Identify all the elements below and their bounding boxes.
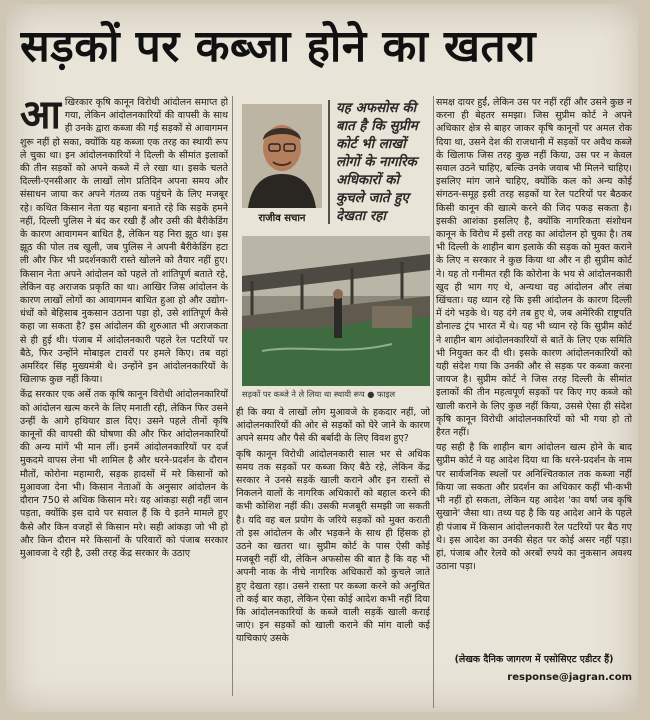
newspaper-page: [6, 4, 638, 712]
paragraph: ही कि क्या वे लाखों लोग मुआवजे के हकदार नहीं, जो आंदोलनकारियों की ओर से सड़कों को घेरे जाने के कारण अपने समय और पैसे की बर्बादी के लिए विवश हुए?: [236, 407, 430, 445]
protest-site-photo: [242, 236, 430, 386]
column-divider: [232, 96, 233, 696]
paragraph: समक्ष दायर हुईं, लेकिन उस पर नहीं रहीं और उसने कुछ न करना ही बेहतर समझा। जिस सुप्रीम कोर्ट ने अपने अधिकार क्षेत्र से बाहर जाकर कृषि कानूनों पर अमल रोक दिया था, उसने देश की राजधानी में सड़कों पर अवैध कब्जे के खिलाफ जिस तरह कुछ नहीं किया, उस पर न केवल सवाल उठने चाहिए, बल्कि उनके जवाब भी मिलने चाहिए। इसलिए मांग जाने चाहिए, क्योंकि कल को अन्य कोई संगठन-समूह इसी तरह सड़कों या रेल पटरियों पर बैठकर किसी कानून की खात्मे करने की जिद पकड़ सकता है। इसकी आशंका इसलिए है, क्योंकि नागरिकता संशोधन कानून के विरोध में इसी तरह का आंदोलन हो चुका है। तब भी दिल्ली के शाहीन बाग इलाके की सड़क को मुक्त कराने के लिए न सरकार ने कुछ किया था और न ही सुप्रीम कोर्ट ने। यह तो गनीमत रही कि कोरोना के भय से आंदोलनकारी खुद ही भाग गए थे, अन्यथा वह आंदोलन और लंबा खिंचता। यह ध्यान रहे कि इसी आंदोलन के कारण दिल्ली में दंगे भड़के थे। यह दंगे तब हुए थे, जब अमेरिकी राष्ट्रपति डोनाल्ड ट्रंप भारत में थे। यह भी ध्यान रहे कि सुप्रीम कोर्ट ने शाहीन बाग आंदोलनकारियों से बातें के लिए एक समिति भी नियुक्त कर दी थी। इसके कारण आंदोलनकारियों को यही संदेश गया कि उनकी और से सड़क पर कब्जा करना जायज है। सुप्रीम कोर्ट ने जिस तरह दिल्ली के सीमांत इलाकों की तीन महत्वपूर्ण सड़कों पर किए गए कब्जे को खाली कराने के लिए कुछ नहीं किया, उससे ऐसा ही संदेश कृषि कानून विरोधी आंदोलनकारियों को भी गया हो तो हैरत नहीं।: [436, 97, 632, 439]
lead-paragraph: [20, 96, 228, 386]
article-column-3: [436, 96, 632, 644]
article-column-2: [236, 406, 430, 696]
paragraph: कृषि कानून विरोधी आंदोलनकारी साल भर से अधिक समय तक सड़कों पर कब्जा किए बैठे रहे, लेकिन केंद्र सरकार ने उनसे सड़कें खाली कराने और इन रास्तों से निकलने वालों के नागरिक अधिकारों को बहाल करने की कभी कोशिश नहीं की। उसकी मजबूरी समझी जा सकती है। यदि वह बल प्रयोग के जरिये सड़कों को मुक्त कराती तो इस आंदोलन के और भड़कने के साथ ही हिंसक हो उठने का खतरा था। सुप्रीम कोर्ट के पास ऐसी कोई मजबूरी नहीं थी, लेकिन अफसोस की बात है कि वह भी अपनी नाक के नीचे नागरिक अधिकारों को कुचले जाते हुए देखता रहा। उसने रास्ता पर कब्जा करने को अनुचित तो कई बार कहा, लेकिन ऐसा कोई आदेश कभी नहीं दिया कि आंदोलनकारियों के कब्जे वाली सड़कें खाली कराई जाएं। इन सड़कों को खाली कराने की मांग वाली कई याचिकाएं उसके: [236, 448, 430, 645]
pull-quote: यह अफसोस की बात है कि सुप्रीम कोर्ट भी लाखों लोगों के नागरिक अधिकारों को कुचले जाते हुए देखता रहा: [328, 100, 428, 224]
response-email: response@jagran.com: [507, 672, 632, 683]
author-byline: (लेखक दैनिक जागरण में एसोसिएट एडीटर हैं): [454, 654, 614, 665]
photo-caption: सड़कों पर कब्जे ने ले लिया था स्थायी रूप ● फाइल: [242, 389, 396, 399]
paragraph: केंद्र सरकार एक अर्से तक कृषि कानून विरोधी आंदोलनकारियों को आंदोलन खत्म करने के लिए मनाती रही, लेकिन फिर उसने उन्हीं के आगे हथियार डाल दिए। उसने पहले तीनों कृषि कानूनों की वापसी की घोषणा की और फिर आंदोलनकारियों की अन्य मांगें भी मान लीं। इनमें आंदोलनकारियों पर दर्ज मुकदमे वापस लेना भी शामिल है और धरने-प्रदर्शन के दौरान मौतों, कोरोना महामारी, सड़क हादसों में मरे किसानों को मुआवजा देना भी। किसान नेताओं के अनुसार आंदोलन के दौरान 750 से अधिक किसान मरे। यह आंकड़ा सही नहीं जान पड़ता, क्योंकि इस दावे पर सवाल हैं कि ये इतने मामले हुए कैसे और किन वजहों से किसान मरे। सही आंकड़ा जो भी हो और किन दौरान मरे किसानों के परिवारों को पंजाब सरकार मुआवजा दे रही है, उसी तरह केंद्र सरकार के उठाए: [20, 389, 228, 559]
headline: सड़कों पर कब्जा होने का खतरा: [20, 21, 537, 72]
column-divider: [433, 96, 434, 708]
author-name: राजीव सचान: [258, 213, 306, 224]
drop-cap: आ: [20, 96, 61, 138]
lead-text: खिरकार कृषि कानून विरोधी आंदोलन समाप्त हो गया, लेकिन आंदोलनकारियों की वापसी के साथ ही उनके द्वारा कब्जा की गई सड़कों से आवागमन शुरू नहीं हो सका, क्योंकि यह कब्जा एक तरह का स्थायी रूप ले चुका था। इन आंदोलनकारियों ने दिल्ली के सीमांत इलाकों की तीन सड़कों को अपने कब्जे में ले रखा था। इसके चलते दिल्ली-एनसीआर के लाखों लोग प्रतिदिन अपना समय और संसाधन जाया कर अपने गंतव्य तक पहुंचने के लिए मजबूर रहे। कथित किसान नेता यह बहाना बनाते रहे कि सड़कें हमने नहीं, दिल्ली पुलिस ने बंद कर रखी हैं और उसी की बैरीकेडिंग के कारण आवागमन बाधित है, लेकिन यह निरा झूठ था। इस झूठ की पोल तब खुली, जब पुलिस ने अपनी बैरीकेडिंग हटा ली और फिर भी प्रदर्शनकारी रास्ते खोलने को तैयार नहीं हुए। किसान नेता अपने आंदोलन को पहले तो शांतिपूर्ण बताते रहे, लेकिन वह अराजक प्रकृति का था। आखिर जिस आंदोलन के कारण लाखों लोगों का आवागमन बाधित हुआ हो और उद्योग-धंधों को बेहिसाब नुकसान उठाना पड़ा हो, उसे शांतिपूर्ण कैसे कहा जा सकता है? इस आंदोलन की शुरुआत भी अराजकता से ही हुई थी। पंजाब में आंदोलनकारी पहले रेल पटरियों पर बैठे, फिर उन्होंने मोबाइल टावरों पर हमले किए। तब वहां अमरिंदर सिंह मुख्यमंत्री थे। उन्होंने इन आंदोलनकारियों के खिलाफ कुछ नहीं किया।: [20, 97, 228, 386]
article-column-1: [20, 96, 228, 696]
author-photo: [242, 104, 322, 208]
paragraph: यह सही है कि शाहीन बाग आंदोलन खत्म होने के बाद सुप्रीम कोर्ट ने यह आदेश दिया था कि धरने-प्रदर्शन के नाम पर सार्वजनिक स्थलों पर अनिश्चितकाल तक कब्जा नहीं किया जा सकता और प्रदर्शन का अधिकार कहीं भी-कभी भी नहीं हो सकता, लेकिन यह आदेश 'का वर्षा जब कृषि सुखाने' जैसा था। तथ्य यह है कि यह आदेश आने के पहले ही पंजाब में किसान आंदोलनकारी रेल पटरियों पर बैठ गए थे। इस आदेश का उनकी सेहत पर कोई असर नहीं पड़ा। हां, पंजाब और रेलवे को अरबों रुपये का नुकसान अवश्य उठाना पड़ा।: [436, 442, 632, 573]
